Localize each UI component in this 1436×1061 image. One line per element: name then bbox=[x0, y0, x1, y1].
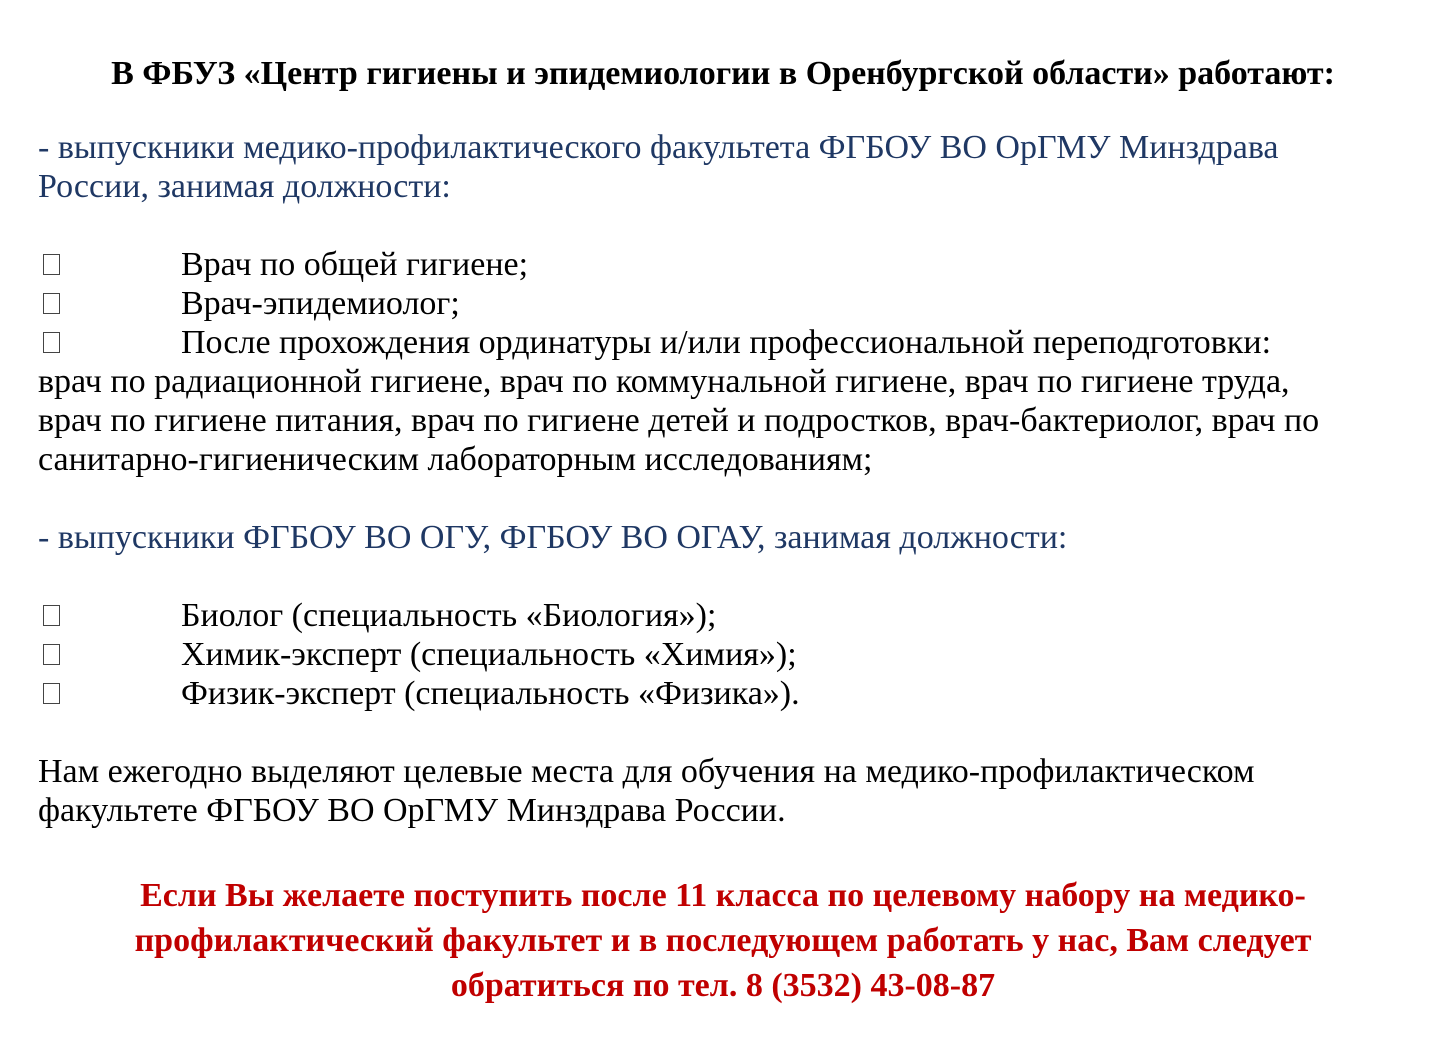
section1-intro-line2: России, занимая должности: bbox=[38, 168, 451, 205]
section1-intro bbox=[38, 128, 1408, 206]
page-title: В ФБУЗ «Центр гигиены и эпидемиологии в Оренбургской области» работают: bbox=[111, 55, 1335, 92]
list-item-label: Врач по общей гигиене; bbox=[181, 246, 529, 283]
checkbox-bullet-icon bbox=[43, 293, 60, 314]
call-to-action-line: Если Вы желаете поступить после 11 класса по целевому набору на медико- bbox=[140, 877, 1306, 914]
list-item bbox=[38, 323, 1408, 362]
section2-intro-line: - выпускники ФГБОУ ВО ОГУ, ФГБОУ ВО ОГАУ, занимая должности: bbox=[38, 519, 1068, 556]
targeted-places-paragraph bbox=[38, 752, 1408, 830]
call-to-action bbox=[38, 873, 1408, 1008]
checkbox-bullet-icon bbox=[43, 254, 60, 275]
list-item bbox=[38, 284, 1408, 323]
section2-list bbox=[38, 596, 1408, 713]
list-item-label: Врач-эпидемиолог; bbox=[181, 285, 460, 322]
paragraph-line: факультете ФГБОУ ВО ОрГМУ Минздрава России. bbox=[38, 792, 786, 829]
list-item-label: Физик-эксперт (специальность «Физика»). bbox=[181, 675, 800, 712]
list-item-continuation: врач по радиационной гигиене, врач по коммунальной гигиене, врач по гигиене труда, bbox=[38, 363, 1290, 400]
phone-contact-line: обратиться по тел. 8 (3532) 43-08-87 bbox=[450, 967, 996, 1004]
checkbox-bullet-icon bbox=[43, 644, 60, 665]
list-item-label: Биолог (специальность «Биология»); bbox=[181, 597, 717, 634]
checkbox-bullet-icon bbox=[43, 332, 60, 353]
list-item bbox=[38, 674, 1408, 713]
list-item-label: Химик-эксперт (специальность «Химия»); bbox=[181, 636, 797, 673]
list-item bbox=[38, 245, 1408, 284]
checkbox-bullet-icon bbox=[43, 683, 60, 704]
checkbox-bullet-icon bbox=[43, 605, 60, 626]
call-to-action-line: профилактический факультет и в последующем работать у нас, Вам следует bbox=[134, 922, 1312, 959]
list-item-label: После прохождения ординатуры и/или профессиональной переподготовки: bbox=[181, 324, 1272, 361]
list-item-continuation: санитарно-гигиеническим лабораторным исследованиям; bbox=[38, 441, 873, 478]
list-item bbox=[38, 596, 1408, 635]
list-item bbox=[38, 635, 1408, 674]
list-item-continuation: врач по гигиене питания, врач по гигиене детей и подростков, врач-бактериолог, врач по bbox=[38, 402, 1320, 439]
section2-intro bbox=[38, 518, 1408, 557]
paragraph-line: Нам ежегодно выделяют целевые места для обучения на медико-профилактическом bbox=[38, 753, 1255, 790]
section1-list bbox=[38, 245, 1408, 479]
section1-intro-line1: - выпускники медико-профилактического факультета ФГБОУ ВО ОрГМУ Минздрава bbox=[38, 129, 1279, 166]
